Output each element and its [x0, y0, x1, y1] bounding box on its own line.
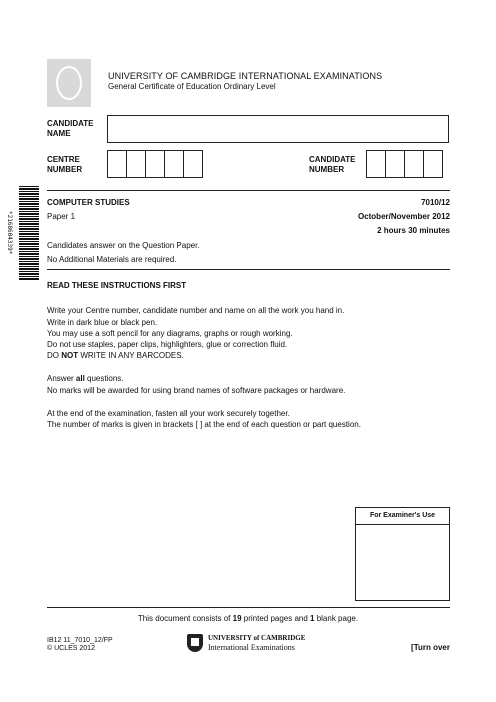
candidate-name-label: CANDIDATE NAME — [47, 119, 94, 138]
paper-reference: IB12 11_7010_12/FP — [47, 637, 113, 644]
copyright: © UCLES 2012 — [47, 645, 95, 652]
page-count-note: This document consists of 19 printed pages and 1 blank page. — [137, 614, 359, 623]
turn-over-note: [Turn over — [411, 643, 450, 652]
candidate-digit-box[interactable] — [366, 150, 386, 178]
institution-title: UNIVERSITY OF CAMBRIDGE INTERNATIONAL EXAMINATIONS — [108, 71, 383, 81]
instruction-line: Answer all questions. — [47, 374, 124, 383]
candidate-digit-box[interactable] — [423, 150, 443, 178]
o-level-logo — [47, 59, 91, 107]
cambridge-logo-line2: International Examinations — [208, 643, 295, 652]
instruction-line: You may use a soft pencil for any diagrams, graphs or rough working. — [47, 329, 293, 338]
candidate-number-field[interactable] — [366, 150, 443, 178]
examiner-use-heading: For Examiner's Use — [356, 508, 449, 525]
instruction-line: DO NOT WRITE IN ANY BARCODES. — [47, 351, 184, 360]
divider — [47, 607, 450, 608]
centre-digit-box[interactable] — [164, 150, 184, 178]
instruction-line: No marks will be awarded for using brand names of software packages or hardware. — [47, 386, 346, 395]
instruction-line: At the end of the examination, fasten all your work securely together. — [47, 409, 290, 418]
instruction-line: Do not use staples, paper clips, highlighters, glue or correction fluid. — [47, 340, 288, 349]
examiner-use-box — [355, 507, 450, 601]
cambridge-crest-icon — [187, 634, 203, 652]
divider — [47, 190, 450, 191]
exam-duration: 2 hours 30 minutes — [377, 226, 450, 235]
centre-number-label: CENTRE NUMBER — [47, 155, 83, 174]
paper-number: Paper 1 — [47, 212, 76, 221]
centre-digit-box[interactable] — [183, 150, 203, 178]
barcode-digits: *2168604339* — [6, 211, 13, 255]
candidate-digit-box[interactable] — [404, 150, 424, 178]
instruction-line: Write in dark blue or black pen. — [47, 318, 158, 327]
centre-digit-box[interactable] — [107, 150, 127, 178]
candidate-digit-box[interactable] — [385, 150, 405, 178]
materials-note: No Additional Materials are required. — [47, 255, 177, 264]
exam-session: October/November 2012 — [357, 212, 450, 221]
instructions-heading: READ THESE INSTRUCTIONS FIRST — [47, 281, 187, 290]
centre-digit-box[interactable] — [126, 150, 146, 178]
divider — [47, 269, 450, 270]
centre-number-field[interactable] — [107, 150, 203, 178]
instruction-line: The number of marks is given in brackets [ ] at the end of each question or part question. — [47, 420, 361, 429]
candidate-name-field[interactable] — [107, 115, 449, 143]
cambridge-logo-line1: UNIVERSITY of CAMBRIDGE — [208, 634, 306, 642]
paper-code: 7010/12 — [421, 198, 450, 207]
centre-digit-box[interactable] — [145, 150, 165, 178]
barcode — [19, 186, 39, 280]
qualification-title: General Certificate of Education Ordinary Level — [108, 82, 276, 91]
answer-location-note: Candidates answer on the Question Paper. — [47, 241, 200, 250]
candidate-number-label: CANDIDATE NUMBER — [309, 155, 356, 174]
o-letter-icon — [56, 66, 82, 100]
instruction-line: Write your Centre number, candidate number and name on all the work you hand in. — [47, 306, 345, 315]
subject-title: COMPUTER STUDIES — [47, 198, 130, 207]
